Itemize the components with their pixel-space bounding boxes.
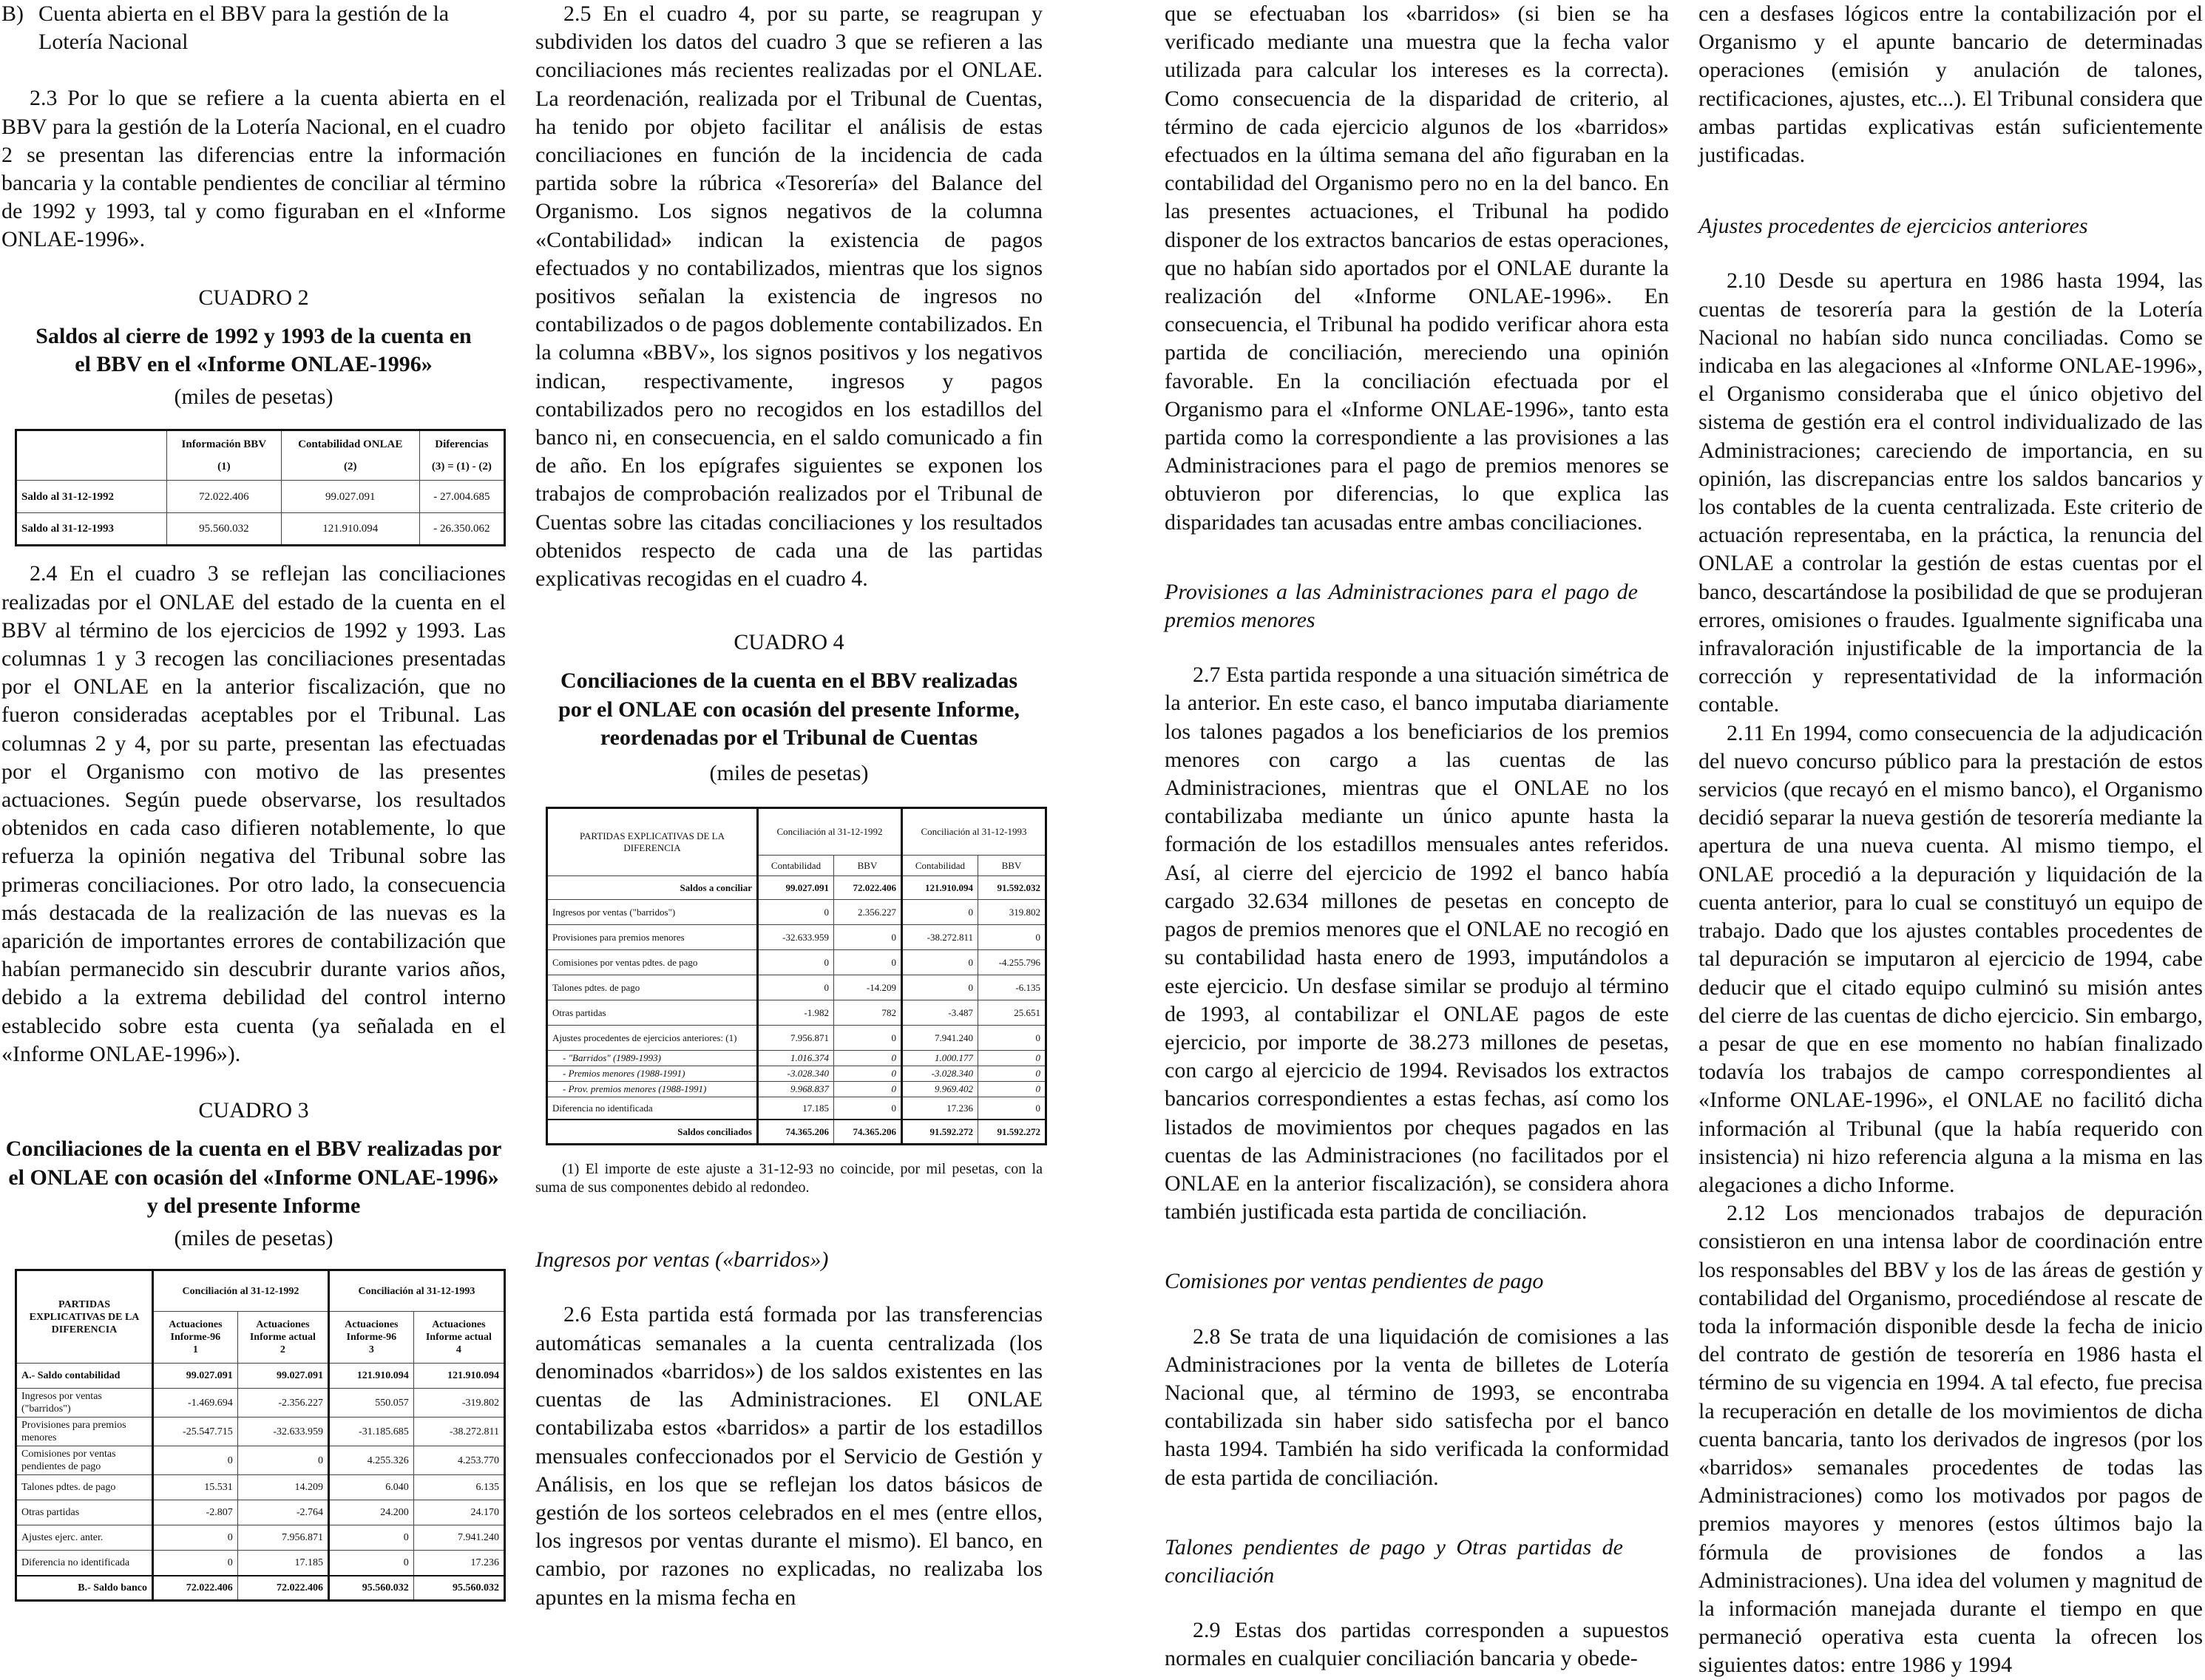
paragraph-2-9: 2.9 Estas dos partidas corresponden a supuestos normales en cualquier conciliación bancaria y obede- <box>1165 1618 1669 1671</box>
table-row <box>16 1364 505 1389</box>
row-label: A.- Saldo contabilidad <box>16 1364 153 1389</box>
table-row <box>16 1475 505 1500</box>
cell-value: -2.764 <box>237 1500 328 1525</box>
cuadro-3-table <box>15 1269 506 1602</box>
cell-value: -32.633.959 <box>758 925 834 950</box>
row-label: - Prov. premios menores (1988-1991) <box>547 1082 758 1097</box>
cell-value: 6.135 <box>413 1475 504 1500</box>
paragraph-2-12: 2.12 Los mencionados trabajos de depuración consistieron en una intensa labor de coordinación entre los responsables del BBV y los de las áreas de gestión y contabilidad del Organismo, procediéndose al rescate de toda la información disponible desde la fecha de inicio del contrato de gestión de tesorería en 1986 hasta el término de su vigencia en 1994. A tal efecto, fue precisa la recuperación en detalle de los movimientos de dicha cuenta bancaria, tanto los derivados de ingresos (por los «barridos» semanales procedentes de todas las Administraciones) como los motivados por pagos de premios mayores y menores (estos últimos bajo la fórmula de provisiones de fondos a las Administraciones). Una idea del volumen y magnitud de la información manejada durante el tiempo en que permaneció operativa esta cuenta la ofrecen los siguientes datos: entre 1986 y 1994 <box>1698 1201 2203 1678</box>
section-heading-b <box>1 0 506 56</box>
cell-value: 0 <box>328 1551 413 1576</box>
row-label: Otras partidas <box>547 1000 758 1026</box>
row-label: - Premios menores (1988-1991) <box>547 1066 758 1082</box>
cell-value: 2.356.227 <box>833 900 901 925</box>
table-header: Conciliación al 31-12-1992 <box>153 1270 329 1312</box>
cell-value: 99.027.091 <box>153 1364 238 1389</box>
cell-value: 0 <box>833 925 901 950</box>
cell-value: -38.272.811 <box>413 1418 504 1446</box>
cell-value: -2.356.227 <box>237 1389 328 1418</box>
cell-value: 7.941.240 <box>413 1525 504 1551</box>
table-row <box>547 1026 1046 1051</box>
row-label: Ingresos por ventas ("barridos") <box>16 1389 153 1418</box>
section-title: Cuenta abierta en el BBV para la gestión de la Lotería Nacional <box>38 1 450 55</box>
subheading-comisiones: Comisiones por ventas pendientes de pago <box>1165 1269 1544 1294</box>
table-header: Conciliación al 31-12-1993 <box>328 1270 504 1312</box>
cell-value: 0 <box>153 1446 238 1475</box>
cell-value: 4.255.326 <box>328 1446 413 1475</box>
table-row <box>16 1551 505 1576</box>
cell-value: -319.802 <box>413 1389 504 1418</box>
row-label: - "Barridos" (1989-1993) <box>547 1051 758 1066</box>
table-row <box>547 1000 1046 1026</box>
cuadro-4-note: (1) El importe de este ajuste a 31-12-93 no coincide, por mil pesetas, con la suma de sus componentes debido al redondeo. <box>535 1161 1043 1196</box>
table-row <box>547 900 1046 925</box>
cell-value: 0 <box>153 1525 238 1551</box>
table-row <box>16 1500 505 1525</box>
cell-value: 72.022.406 <box>833 876 901 900</box>
cell-value: 99.027.091 <box>281 481 419 513</box>
table-row <box>547 950 1046 975</box>
cell-value: 0 <box>978 1051 1046 1066</box>
cell-value: 17.185 <box>237 1551 328 1576</box>
table-row <box>16 513 505 546</box>
cell-value: 24.170 <box>413 1500 504 1525</box>
cell-value: 0 <box>833 950 901 975</box>
cell-value: 0 <box>758 900 834 925</box>
subheading-provisiones: Provisiones a las Administraciones para el pago de premios menores <box>1165 579 1638 633</box>
row-label: Talones pdtes. de pago <box>547 975 758 1000</box>
table-row <box>547 925 1046 950</box>
cell-value: 95.560.032 <box>328 1576 413 1601</box>
row-label: Diferencia no identificada <box>16 1551 153 1576</box>
cell-value: 15.531 <box>153 1475 238 1500</box>
cell-value: -32.633.959 <box>237 1418 328 1446</box>
table-corner <box>16 430 167 481</box>
column-4 <box>1698 0 2203 1680</box>
cell-value: -2.807 <box>153 1500 238 1525</box>
table-subheader: Actuaciones Informe actual 4 <box>413 1312 504 1364</box>
paragraph-2-6-cont: que se efectuaban los «barridos» (si bien se ha verificado mediante una muestra que la fecha valor utilizada para calcular los intereses es la correcta). Como consecuencia de la disparidad de criterio, al término de cada ejercicio algunos de los «barridos» efectuados en la última semana del año figuraban en la contabilidad del Organismo pero no en la del banco. En las presentes actuaciones, el Tribunal ha podido disponer de los extractos bancarios de estas operaciones, que no habían sido aportados por el ONLAE durante la realización del «Informe ONLAE-1996». En consecuencia, el Tribunal ha podido verificar ahora esta partida de conciliación, mereciendo una opinión favorable. En la conciliación efectuada por el Organismo para el «Informe ONLAE-1996», tanto esta partida como la correspondiente a las provisiones a las Administraciones para el pago de premios menores se obtuvieron por diferencias, lo que explica las disparidades tan acusadas entre ambas conciliaciones. <box>1165 1 1669 535</box>
paragraph-2-9-cont: cen a desfases lógicos entre la contabilización por el Organismo y el apunte bancario de determinadas operaciones (emisión y anulación de talones, rectificaciones, ajustes, etc...). El Tribunal considera que ambas partidas explicativas están suficientemente justificadas. <box>1698 1 2203 168</box>
cell-value: - 26.350.062 <box>419 513 504 546</box>
cell-value: 782 <box>833 1000 901 1026</box>
table-header: PARTIDAS EXPLICATIVAS DE LA DIFERENCIA <box>547 808 758 876</box>
cell-value: -38.272.811 <box>901 925 978 950</box>
cell-value: 0 <box>833 1082 901 1097</box>
cell-value: 74.365.206 <box>758 1120 834 1145</box>
cell-value: 121.910.094 <box>328 1364 413 1389</box>
cuadro-2-unit: (miles de pesetas) <box>174 385 333 410</box>
cell-value: -3.487 <box>901 1000 978 1026</box>
cell-value: 99.027.091 <box>758 876 834 900</box>
cell-value: 9.968.837 <box>758 1082 834 1097</box>
cell-value: 72.022.406 <box>237 1576 328 1601</box>
table-header: Conciliación al 31-12-1993 <box>901 808 1046 856</box>
cell-value: -3.028.340 <box>901 1066 978 1082</box>
cuadro-4-unit: (miles de pesetas) <box>709 761 869 786</box>
cell-value: 91.592.272 <box>901 1120 978 1145</box>
cell-value: 91.592.032 <box>978 876 1046 900</box>
cell-value: 14.209 <box>237 1475 328 1500</box>
cell-value: 7.956.871 <box>237 1525 328 1551</box>
cell-value: 72.022.406 <box>167 481 282 513</box>
table-subheader: Actuaciones Informe-96 1 <box>153 1312 238 1364</box>
row-label: Talones pdtes. de pago <box>16 1475 153 1500</box>
cell-value: 74.365.206 <box>833 1120 901 1145</box>
cell-value: 0 <box>901 900 978 925</box>
column-2 <box>535 0 1043 1612</box>
cell-value: 91.592.272 <box>978 1120 1046 1145</box>
cell-value: -1.469.694 <box>153 1389 238 1418</box>
cell-value: -31.185.685 <box>328 1418 413 1446</box>
cuadro-2-title: Saldos al cierre de 1992 y 1993 de la cuenta en el BBV en el «Informe ONLAE-1996» <box>35 323 472 377</box>
row-label: Ajustes procedentes de ejercicios anteriores: (1) <box>547 1026 758 1051</box>
table-row <box>16 1576 505 1601</box>
table-header: PARTIDAS EXPLICATIVAS DE LA DIFERENCIA <box>16 1270 153 1364</box>
cell-value: 0 <box>328 1525 413 1551</box>
paragraph-2-3: 2.3 Por lo que se refiere a la cuenta abierta en el BBV para la gestión de la Lotería Nacional, en el cuadro 2 se presentan las diferencias entre la información bancaria y la contable pendientes de conciliar al término de 1992 y 1993, tal y como figuraban en el «Informe ONLAE-1996». <box>1 86 506 252</box>
cell-value: -25.547.715 <box>153 1418 238 1446</box>
row-label: Provisiones para premios menores <box>16 1418 153 1446</box>
cell-value: 319.802 <box>978 900 1046 925</box>
cell-value: 0 <box>833 1097 901 1120</box>
table-row <box>547 1120 1046 1145</box>
row-label: Saldo al 31-12-1993 <box>16 513 167 546</box>
cell-value: 121.910.094 <box>901 876 978 900</box>
cuadro-4-label: CUADRO 4 <box>734 630 844 655</box>
cell-value: 24.200 <box>328 1500 413 1525</box>
row-label: Diferencia no identificada <box>547 1097 758 1120</box>
paragraph-2-8: 2.8 Se trata de una liquidación de comisiones a las Administraciones por la venta de billetes de Lotería Nacional que, al término de 1993, se encontraba contabilizada sin haber sido satisfecha por el banco hasta 1994. También ha sido verificada la conformidad de esta partida de conciliación. <box>1165 1324 1669 1490</box>
subheading-talones: Talones pendientes de pago y Otras partidas de conciliación <box>1165 1534 1623 1588</box>
table-header: Conciliación al 31-12-1992 <box>758 808 902 856</box>
cuadro-3-title: Conciliaciones de la cuenta en el BBV realizadas por el ONLAE con ocasión del «Informe ONLAE-1996» y del presente Informe <box>5 1137 502 1218</box>
cell-value: 25.651 <box>978 1000 1046 1026</box>
cell-value: 17.236 <box>413 1551 504 1576</box>
cell-value: -3.028.340 <box>758 1066 834 1082</box>
row-label: Ingresos por ventas ("barridos") <box>547 900 758 925</box>
cell-value: 0 <box>833 1026 901 1051</box>
cell-value: 95.560.032 <box>413 1576 504 1601</box>
paragraph-2-6: 2.6 Esta partida está formada por las transferencias automáticas semanales a la cuenta centralizada (los denominados «barridos») de los saldos existentes en las cuentas de las Administraciones. El ONLAE contabilizaba estos «barridos» a partir de los estadillos mensuales confeccionados por el Servicio de Gestión y Análisis, en los que se reflejan los datos básicos de gestión de los sorteos celebrados en el mes (entre ellos, los ingresos por ventas durante el mismo). El banco, en cambio, por razones no explicadas, no realizaba los apuntes en la misma fecha en <box>535 1302 1043 1610</box>
cell-value: 0 <box>978 1066 1046 1082</box>
paragraph-2-11: 2.11 En 1994, como consecuencia de la adjudicación del nuevo concurso público para la prestación de estos servicios (que recayó en el mismo banco), el Organismo decidió separar la nueva gestión de tesorería mediante la apertura de una nueva cuenta. Al mismo tiempo, el ONLAE procedió a la depuración y liquidación de la cuenta anterior, para lo cual se constituyó un equipo de trabajo. Dado que los ajustes contables procedentes de tal depuración se imputaron al ejercicio de 1994, cabe deducir que el citado equipo culminó su misión antes del cierre de las cuentas de dicho ejercicio. Sin embargo, a pesar de que en ese momento no habían finalizado todavía los trabajos de campo correspondientes al «Informe ONLAE-1996», el ONLAE no facilitó dicha información al Tribunal (que la había requerido con insistencia) ni hizo referencia alguna a la misma en las alegaciones a dicho Informe. <box>1698 720 2203 1197</box>
cuadro-4-table <box>546 807 1047 1145</box>
table-subheader: Actuaciones Informe-96 3 <box>328 1312 413 1364</box>
column-3 <box>1165 0 1669 1673</box>
subheading-ingresos: Ingresos por ventas («barridos») <box>535 1247 829 1273</box>
paragraph-2-10: 2.10 Desde su apertura en 1986 hasta 1994, las cuentas de tesorería para la gestión de la Lotería Nacional no habían sido nunca conciliadas. Como se indicaba en las alegaciones al «Informe ONLAE-1996», el Organismo consideraba que el único objetivo del sistema de gestión era el control individualizado de las Administraciones; careciendo de importancia, en su opinión, las discrepancias entre los saldos bancarios y los contables de la cuenta centralizada. Este criterio de actuación representaba, en la práctica, la renuncia del ONLAE a controlar la gestión de estas cuentas por el banco, descartándose la posibilidad de que se produjeran errores, omisiones o fraudes. Igualmente significaba una infravaloración injustificable de la importancia de la corrección y representatividad de la información contable. <box>1698 268 2203 717</box>
cuadro-2-table <box>15 429 506 546</box>
table-header: Diferencias (3) = (1) - (2) <box>419 430 504 481</box>
cell-value: 550.057 <box>328 1389 413 1418</box>
table-subheader: Contabilidad <box>901 856 978 876</box>
table-header: Contabilidad ONLAE (2) <box>281 430 419 481</box>
cell-value: 1.016.374 <box>758 1051 834 1066</box>
cell-value: 121.910.094 <box>413 1364 504 1389</box>
cell-value: 0 <box>833 1051 901 1066</box>
cell-value: 17.236 <box>901 1097 978 1120</box>
cell-value: 17.185 <box>758 1097 834 1120</box>
row-label: Saldos a conciliar <box>547 876 758 900</box>
cell-value: -4.255.796 <box>978 950 1046 975</box>
table-row <box>16 1446 505 1475</box>
cell-value: 0 <box>901 975 978 1000</box>
table-subheader: Actuaciones Informe actual 2 <box>237 1312 328 1364</box>
cell-value: 9.969.402 <box>901 1082 978 1097</box>
cell-value: 6.040 <box>328 1475 413 1500</box>
cell-value: 0 <box>978 1026 1046 1051</box>
table-row <box>16 481 505 513</box>
paragraph-2-4: 2.4 En el cuadro 3 se reflejan las conciliaciones realizadas por el ONLAE del estado de la cuenta en el BBV al término de los ejercicios de 1992 y 1993. Las columnas 1 y 3 recogen las conciliaciones presentadas por el ONLAE en la anterior fiscalización, que no fueron consideradas aceptables por el Tribunal. Las columnas 2 y 4, por su parte, presentan las efectuadas por el Organismo con motivo de las presentes actuaciones. Según puede observarse, los resultados obtenidos en cada caso difieren notablemente, lo que refuerza la opinión negativa del Tribunal sobre las primeras conciliaciones. Por otro lado, la consecuencia más destacada de la realización de las nuevas es la aparición de importantes errores de contabilización que habían permanecido sin descubrir durante varios años, debido a la extrema debilidad del control interno establecido sobre esta cuenta (ya señalada en el «Informe ONLAE-1996»). <box>1 561 506 1066</box>
cell-value: 1.000.177 <box>901 1051 978 1066</box>
cell-value: 0 <box>153 1551 238 1576</box>
cell-value: 0 <box>978 925 1046 950</box>
table-row <box>547 975 1046 1000</box>
row-label: B.- Saldo banco <box>16 1576 153 1601</box>
cell-value: 121.910.094 <box>281 513 419 546</box>
cell-value: - 27.004.685 <box>419 481 504 513</box>
cell-value: 95.560.032 <box>167 513 282 546</box>
cell-value: -6.135 <box>978 975 1046 1000</box>
table-subheader: Contabilidad <box>758 856 834 876</box>
table-row <box>547 1051 1046 1066</box>
table-header: Información BBV (1) <box>167 430 282 481</box>
cuadro-4-title: Conciliaciones de la cuenta en el BBV realizadas por el ONLAE con ocasión del presente Informe, reordenadas por el Tribunal de Cuentas <box>558 668 1020 750</box>
table-row <box>547 1097 1046 1120</box>
cell-value: 0 <box>901 950 978 975</box>
table-row <box>547 876 1046 900</box>
section-label: B) <box>1 1 24 26</box>
paragraph-2-7: 2.7 Esta partida responde a una situación simétrica de la anterior. En este caso, el banco imputaba diariamente los talones pagados a los beneficiarios de los premios menores con cargo a las cuentas de las Administraciones, mientras que el ONLAE no los contabilizaba mediante un único apunte hasta la formación de los estadillos mensuales antes referidos. Así, al cierre del ejercicio de 1992 el banco había cargado 32.634 millones de pesetas en concepto de pagos de premios menores que el ONLAE no recogió en su contabilidad hasta enero de 1993, imputándolos a este ejercicio. Un desfase similar se produjo al término de 1993, al contabilizar el ONLAE pagos de este ejercicio, por importe de 38.273 millones de pesetas, con cargo al ejercicio de 1994. Revisados los extractos bancarios correspondientes a estas fechas, así como los listados de movimientos por cheques pagados en las cuentas de las Administraciones (no facilitados por el ONLAE en la anterior fiscalización), se considera ahora también justificada esta partida de conciliación. <box>1165 663 1669 1225</box>
table-row <box>547 1066 1046 1082</box>
cell-value: 0 <box>237 1446 328 1475</box>
table-row <box>16 1525 505 1551</box>
subheading-ajustes: Ajustes procedentes de ejercicios anteriores <box>1698 214 2088 239</box>
row-label: Comisiones por ventas pendientes de pago <box>16 1446 153 1475</box>
row-label: Saldo al 31-12-1992 <box>16 481 167 513</box>
row-label: Saldos conciliados <box>547 1120 758 1145</box>
cuadro-3-label: CUADRO 3 <box>198 1098 309 1123</box>
cell-value: 7.941.240 <box>901 1026 978 1051</box>
row-label: Ajustes ejerc. anter. <box>16 1525 153 1551</box>
cuadro-3-unit: (miles de pesetas) <box>174 1225 333 1250</box>
column-1 <box>1 0 506 1602</box>
cell-value: 0 <box>758 975 834 1000</box>
cell-value: 4.253.770 <box>413 1446 504 1475</box>
cell-value: 0 <box>978 1082 1046 1097</box>
cell-value: 72.022.406 <box>153 1576 238 1601</box>
row-label: Otras partidas <box>16 1500 153 1525</box>
table-row <box>16 1418 505 1446</box>
table-subheader: BBV <box>833 856 901 876</box>
table-row <box>16 1389 505 1418</box>
cell-value: 0 <box>978 1097 1046 1120</box>
cell-value: 0 <box>833 1066 901 1082</box>
table-subheader: BBV <box>978 856 1046 876</box>
row-label: Comisiones por ventas pdtes. de pago <box>547 950 758 975</box>
cell-value: 7.956.871 <box>758 1026 834 1051</box>
cuadro-2-label: CUADRO 2 <box>198 285 309 310</box>
cell-value: -14.209 <box>833 975 901 1000</box>
paragraph-2-5: 2.5 En el cuadro 4, por su parte, se reagrupan y subdividen los datos del cuadro 3 que se refieren a las conciliaciones más recientes realizadas por el ONLAE. La reordenación, realizada por el Tribunal de Cuentas, ha tenido por objeto facilitar el análisis de estas conciliaciones en función de la incidencia de cada partida sobre la rúbrica «Tesorería» del Balance del Organismo. Los signos negativos de la columna «Contabilidad» indican la existencia de pagos efectuados y no contabilizados, mientras que los signos positivos señalan la existencia de ingresos no contabilizados o de pagos doblemente contabilizados. En la columna «BBV», los signos positivos y los negativos indican, respectivamente, ingresos y pagos contabilizados pero no recogidos en los estadillos del banco ni, en consecuencia, en el saldo comunicado a fin de año. En los epígrafes siguientes se exponen los trabajos de comprobación realizados por el Tribunal de Cuentas sobre las citadas conciliaciones y los resultados obtenidos respecto de cada una de las partidas explicativas recogidas en el cuadro 4. <box>535 1 1043 592</box>
cell-value: 99.027.091 <box>237 1364 328 1389</box>
table-row <box>547 1082 1046 1097</box>
cell-value: -1.982 <box>758 1000 834 1026</box>
row-label: Provisiones para premios menores <box>547 925 758 950</box>
cell-value: 0 <box>758 950 834 975</box>
